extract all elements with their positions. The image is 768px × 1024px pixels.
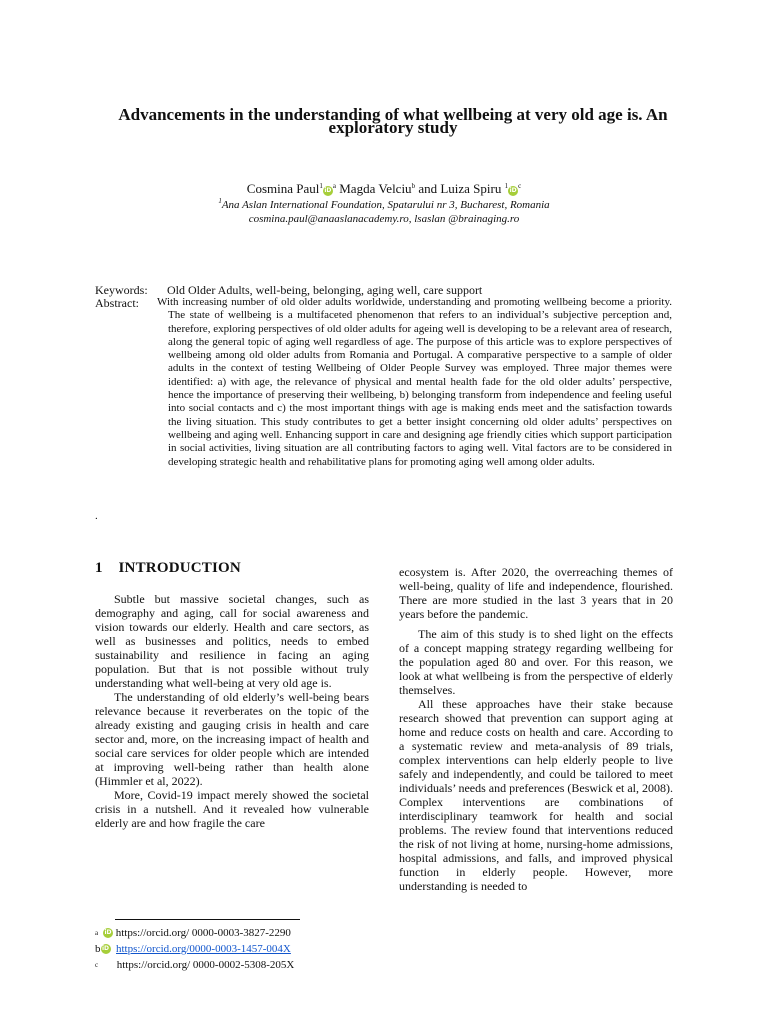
orcid-icon[interactable]: iD <box>509 187 517 194</box>
orcid-icon[interactable]: iD <box>324 187 332 194</box>
affiliation-sup: 1 <box>504 182 509 190</box>
footnotes <box>95 925 294 973</box>
section-title: INTRODUCTION <box>118 560 241 576</box>
author-name: Magda Velciu <box>339 181 412 196</box>
orcid-icon[interactable]: iD <box>101 945 110 952</box>
author-name: Cosmina Paul <box>246 181 320 196</box>
paragraph: More, Covid-19 impact merely showed the societal crisis in a nutshell. And it revealed how vulnerable elderly are and how fragile the care <box>95 788 369 830</box>
footnote: c https://orcid.org/ 0000-0002-5308-205X <box>95 959 295 971</box>
paragraph: ecosystem is. After 2020, the overreaching themes of well-being, quality of life and independence, flourished. There are more studied in the last 3 years that in 20 years before the pandemic. <box>399 565 673 621</box>
left-column <box>95 592 369 830</box>
paper-title: Advancements in the understanding of what wellbeing at very old age is. An exploratory study <box>118 105 668 137</box>
orcid-link[interactable]: https://orcid.org/0000-0003-1457-004X <box>116 943 291 955</box>
keywords-value: Old Older Adults, well-being, belonging, aging well, care support <box>167 283 483 297</box>
section-heading <box>95 560 241 577</box>
author-conjunction: and <box>418 181 438 196</box>
affiliation <box>0 198 768 226</box>
footnote-mark: b <box>411 182 416 190</box>
paragraph: The understanding of old elderly’s well-being bears relevance because it reverberates on the topic of the already existing and gauging crisis in health and care sector and, more, on the increasing impact of health and social care services for older people which are intended at improving well-being rather than health alone (Himmler et al, 2022). <box>95 690 369 788</box>
footnote-mark: b <box>95 943 101 955</box>
footnote <box>95 941 294 957</box>
stray-dot: . <box>95 510 98 522</box>
affiliation-sup: 1 <box>218 197 222 205</box>
orcid-icon[interactable]: iD <box>104 929 112 936</box>
footnote-text: https://orcid.org/ 0000-0002-5308-205X <box>116 959 295 971</box>
paragraph: Subtle but massive societal changes, such as demography and aging, call for social awareness and vision towards our elderly. Health and care sectors, as well as businesses and politics, needs to embed sustainability and resilience in facing an aging population. But that is not possible without truly understanding what well-being at very old age is. <box>95 592 369 690</box>
footnote-mark: a <box>332 182 336 190</box>
right-column <box>399 565 673 893</box>
author-name: Luiza Spiru <box>440 181 502 196</box>
affiliation-emails: cosmina.paul@anaaslanacademy.ro, lsaslan @brainaging.ro <box>248 213 520 225</box>
abstract-text: With increasing number of old older adults worldwide, understanding and promoting wellbeing become a priority. The state of wellbeing is a multifaceted phenomenon that refers to an individual’s subjective perception and, therefore, exploring perspectives of old older adults for ageing well is developing to be a relevant area of research, along the general topic of aging well regardless of age. The purpose of this article was to explore perspectives of wellbeing among old older adults from Romania and Portugal. A comparative perspective to a sample of older adults in the context of testing Wellbeing of Older People Survey was employed. Three major themes were identified: a) with age, the relevance of physical and mental health fade for the old older adults’ perspective, hence the importance of preserving their wellbeing, b) belonging transform from independence and feeling useful into social contacts and c) the most important things with age is making ends meet and the satisfaction towards the living situation. This study contributes to get a better insight concerning old older adults’ perspectives on wellbeing and aging well. Enhancing support in care and designing age friendly cities which support participation in social activities, living situation are all contributing factors to aging well. Vital factors are to be considered in developing strategic health and rehabilitative plans for promoting aging well among older adults. <box>157 296 672 468</box>
author-line <box>0 181 768 197</box>
section-number: 1 <box>95 560 103 576</box>
abstract-label: Abstract: <box>95 296 139 310</box>
keywords-label: Keywords: <box>95 283 148 297</box>
paragraph: All these approaches have their stake because research showed that prevention can support aging at home and reduce costs on health and care. According to a systematic review and meta-analysis of 89 trials, complex interventions can help elderly people to live safely and independently, and could be tailored to meet individuals’ needs and preferences (Beswick et al, 2008). Complex interventions are combinations of interdisciplinary teamwork for health and social problems. The review found that interventions reduced the risk of not living at home, nursing-home admissions, hospital admissions, and falls, and improved physical function in elderly people. However, more understanding is needed to <box>399 697 674 893</box>
footnote-divider <box>115 919 300 920</box>
affiliation-address: Ana Aslan International Foundation, Spatarului nr 3, Bucharest, Romania <box>221 199 550 211</box>
footnote-text: https://orcid.org/ 0000-0003-3827-2290 <box>115 927 291 939</box>
paragraph: The aim of this study is to shed light on the effects of a concept mapping strategy regarding wellbeing for the population aged 80 and over. For this reason, we look at what wellbeing is from the perspective of elderly themselves. <box>399 627 673 697</box>
affiliation-sup: 1 <box>319 182 323 190</box>
footnote: a iD https://orcid.org/ 0000-0003-3827-2290 <box>95 927 291 939</box>
footnote-mark: c <box>518 182 522 190</box>
